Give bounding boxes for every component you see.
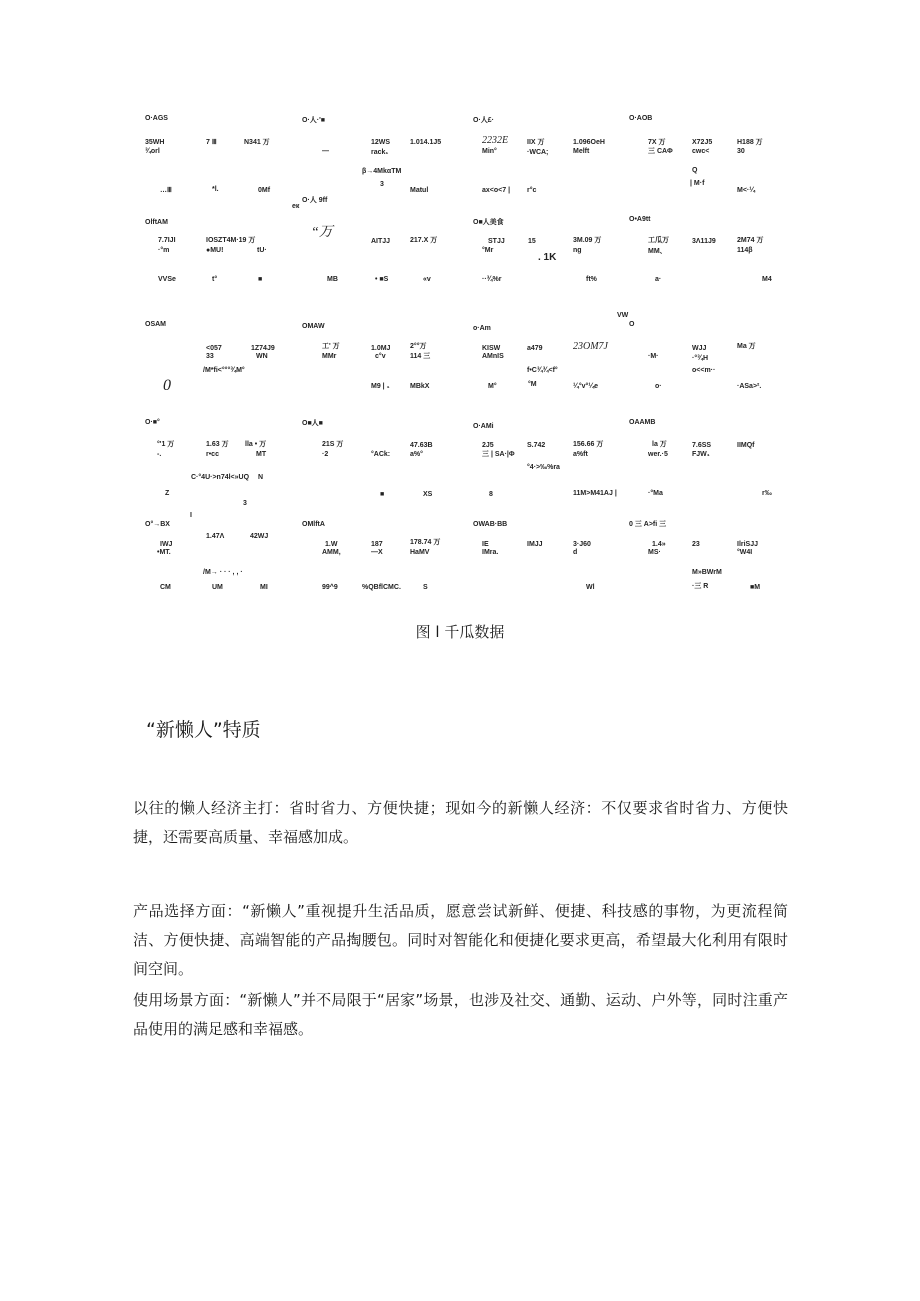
figure-text: UM xyxy=(212,584,223,591)
figure-text: Z xyxy=(165,490,170,497)
figure-text: o<<m·· xyxy=(692,367,716,374)
figure-text: IOSZT4M·19 万 xyxy=(206,237,256,244)
figure-text: Min° xyxy=(482,148,497,155)
figure-text: ·ASa>². xyxy=(737,383,762,390)
figure-text: ·M· xyxy=(648,353,659,360)
figure-text: MMr xyxy=(322,353,337,360)
figure-text: 1.W xyxy=(325,541,338,548)
figure-text: a%° xyxy=(410,451,423,458)
figure-text: ·°Ma xyxy=(648,490,663,497)
figure-text: ·WCA; xyxy=(527,149,549,156)
figure-text: 3Λ11J9 xyxy=(692,238,716,245)
figure-text: ng xyxy=(573,247,582,254)
figure-text: /M*fi<°°°¾M° xyxy=(203,367,245,374)
figure-text: O xyxy=(629,321,635,328)
figure-text: 1.63 万 xyxy=(206,441,229,448)
figure-text: I xyxy=(190,512,192,519)
figure-text: 47.63B xyxy=(410,442,433,449)
figure-text: c°v xyxy=(375,353,386,360)
figure-text: OlftAM xyxy=(145,219,168,226)
figure-text: d xyxy=(573,549,578,556)
figure-text: 2°°万 xyxy=(410,343,427,350)
figure-text: WN xyxy=(256,353,268,360)
figure-text: M»BWrM xyxy=(692,569,722,576)
figure-text: Wl xyxy=(586,584,595,591)
figure-text: ·°m xyxy=(158,247,170,254)
figure-text: o· xyxy=(655,383,662,390)
figure-text: XS xyxy=(423,491,433,498)
figure-text: ·三 R xyxy=(692,583,709,590)
figure-text: ax<o<7 | xyxy=(482,187,511,194)
figure-text: 217.X 万 xyxy=(410,237,438,244)
figure-text: °4·>‰%ra xyxy=(527,464,560,471)
figure-text: N341 万 xyxy=(244,139,270,146)
figure-text: OMlftA xyxy=(302,521,325,528)
figure-text: 2M74 万 xyxy=(737,237,764,244)
figure-text: tU· xyxy=(257,247,267,254)
figure-text: ¼°v°¼e xyxy=(573,383,599,390)
figure-text: t° xyxy=(212,276,218,283)
figure-text: OMAW xyxy=(302,323,325,330)
figure-text: O·AGS xyxy=(145,115,168,122)
figure-text: 1Z74J9 xyxy=(251,345,275,352)
figure-text: 7.7IJI xyxy=(158,237,176,244)
figure-text: %QBflCMC. xyxy=(362,584,401,591)
figure-text: 21S 万 xyxy=(322,441,344,448)
figure-text: r°c xyxy=(527,187,537,194)
figure-text: . 1K xyxy=(538,252,557,263)
figure-text: 178.74 万 xyxy=(410,539,441,546)
figure-text: -. xyxy=(157,451,162,458)
figure-text: 1.0MJ xyxy=(371,345,391,352)
figure-text: OAAMB xyxy=(629,419,656,426)
figure-text: S.742 xyxy=(527,442,546,449)
figure-text: a%ft xyxy=(573,451,588,458)
figure-text: MM、 xyxy=(648,248,667,255)
figure-text: H188 万 xyxy=(737,139,763,146)
figure-text: FJW₁ xyxy=(692,451,710,458)
figure-text: 33 xyxy=(206,353,214,360)
figure-text: 7.6SS xyxy=(692,442,712,449)
figure-text: O·人·'■ xyxy=(302,117,325,124)
figure-text: MI xyxy=(260,584,268,591)
figure-text: ·2 xyxy=(322,451,329,458)
figure-text: 0Mf xyxy=(258,187,271,194)
figure-text: “万 xyxy=(311,225,333,240)
figure-text: O·人 9ff xyxy=(302,197,328,204)
figure-text: IIX 万 xyxy=(527,139,545,146)
figure-text: O°→BX xyxy=(145,521,170,528)
section-heading: “新懒人”特质 xyxy=(146,719,261,741)
figure-text: —X xyxy=(371,549,383,556)
figure-text: STJJ xyxy=(488,238,505,245)
figure-text: AMnIS xyxy=(482,353,504,360)
paragraph-usage-scenario: 使用场景方面：“新懒人”并不局限于“居家”场景，也涉及社交、通勤、运动、户外等，同时注重产品使用的满足感和幸福感。 xyxy=(133,991,788,1038)
figure-text: 187 xyxy=(371,541,383,548)
figure-text: 3 xyxy=(243,500,247,507)
figure-text: MT xyxy=(256,451,267,458)
figure-text: O·■° xyxy=(145,419,160,426)
figure-text: 三 | SA·|Φ xyxy=(482,451,515,458)
figure-text: ■M xyxy=(750,584,761,591)
figure-text: lla • 万 xyxy=(245,441,267,448)
figure-text: f•C¾¾<f° xyxy=(527,367,558,374)
figure-text: ■ xyxy=(258,276,263,283)
figure-text: 1.4» xyxy=(652,541,666,548)
figure-text: r•cc xyxy=(206,451,219,458)
figure-text: 1.47Λ xyxy=(206,533,225,540)
figure-text: 114 三 xyxy=(410,353,431,360)
figure-text: 23 xyxy=(692,541,700,548)
figure-text: «v xyxy=(423,276,431,283)
figure-text: la 万 xyxy=(652,441,667,448)
figure-text: 42WJ xyxy=(250,533,269,540)
figure-text: ft% xyxy=(586,276,597,283)
figure-text: O·AMi xyxy=(473,423,494,430)
figure-text: KISW xyxy=(482,345,501,352)
figure-text: IWJ xyxy=(160,541,173,548)
figure-text: °W4I xyxy=(737,549,753,556)
figure-text: C·°4U·>n74l<»UQ xyxy=(191,474,250,481)
figure-text: 三 CAΦ xyxy=(648,148,673,155)
figure-text: 3·J60 xyxy=(573,541,591,548)
figure-text: M<·¼ xyxy=(737,187,756,194)
figure-text: 1.096OeH xyxy=(573,139,605,146)
figure-text: VVSe xyxy=(158,276,176,283)
figure-text: O■人■ xyxy=(302,420,323,427)
figure-text: N xyxy=(258,474,264,481)
figure-text: O·人£· xyxy=(473,117,494,124)
figure-text: | M·f xyxy=(690,180,705,187)
figure-text: M9 | ₁ xyxy=(371,383,390,390)
paragraph-intro: 以往的懒人经济主打：省时省力、方便快捷；现如今的新懒人经济：不仅要求省时省力、方便快捷，还需要高质量、幸福感加成。 xyxy=(133,799,788,846)
figure-text: *l. xyxy=(212,186,219,193)
figure-text: 35WH xyxy=(145,139,165,146)
figure-text: 7 Ⅲ xyxy=(206,139,217,146)
figure-text: AITJJ xyxy=(371,238,391,245)
figure-text: AMM, xyxy=(322,549,341,556)
figure-text: WJJ xyxy=(692,345,707,352)
figure-text: Q xyxy=(692,167,698,174)
figure-text: O•A9tt xyxy=(629,216,651,223)
figure-text: ··¾%r xyxy=(482,276,502,283)
figure-text: S xyxy=(423,584,428,591)
figure-text: OSAM xyxy=(145,321,166,328)
figure-text: O■人美食 xyxy=(473,219,504,226)
figure-text: 23OM7J xyxy=(573,341,608,352)
figure-text: 3 xyxy=(380,181,384,188)
figure-text: IMra. xyxy=(482,549,499,556)
figure-text: 99^9 xyxy=(322,584,338,591)
figure-text: •MT. xyxy=(157,549,171,556)
figure-text: <057 xyxy=(206,345,222,352)
figure-text: 156.66 万 xyxy=(573,441,604,448)
figure-text: Melft xyxy=(573,148,590,155)
figure-text: ·°¾H xyxy=(692,355,709,362)
figure-text: IE xyxy=(482,541,489,548)
figure-text: MB xyxy=(327,276,338,283)
figure-text: cwc< xyxy=(692,148,710,155)
figure-text: β→4MkαTM xyxy=(362,168,402,175)
figure-text: HaMV xyxy=(410,549,430,556)
figure-text: 15 xyxy=(528,238,536,245)
figure-text: a479 xyxy=(527,345,543,352)
figure-text: o·Am xyxy=(473,325,491,332)
figure-text: ■ xyxy=(380,491,385,498)
figure-text: X72J5 xyxy=(692,139,713,146)
figure-text: IMJJ xyxy=(527,541,543,548)
figure-text: …Ⅲ xyxy=(160,187,172,194)
figure-text: MBkX xyxy=(410,383,430,390)
figure-text: 11M>M41AJ | xyxy=(573,490,617,497)
paragraph-product-choice: 产品选择方面：“新懒人”重视提升生活品质，愿意尝试新鲜、便捷、科技感的事物，为更流程简洁、方便快捷、高端智能的产品掏腰包。同时对智能化和便捷化要求更高，希望最大化利用有限时间空间。 xyxy=(133,902,788,978)
figure-text: 7X 万 xyxy=(648,139,666,146)
figure-text: 0 三 A>fi 三 xyxy=(629,521,667,528)
figure-text: M° xyxy=(488,383,497,390)
figure-text: wer.·5 xyxy=(648,451,668,458)
figure-text: MS· xyxy=(648,549,661,556)
figure-text: VW xyxy=(617,312,629,319)
figure-text: ¾orl xyxy=(145,148,160,155)
figure-text: 工' 万 xyxy=(322,343,340,350)
figure-text: 30 xyxy=(737,148,745,155)
figure-text: Ma 万 xyxy=(737,343,756,350)
figure-text: 1.014.1J5 xyxy=(410,139,442,146)
figure-text: /M→ · · · , , · xyxy=(203,569,243,576)
figure-text: eк xyxy=(292,203,300,210)
figure-text: rack₁ xyxy=(371,149,389,156)
figure-text: — xyxy=(322,148,329,155)
figure-text: 12WS xyxy=(371,139,391,146)
figure-text: r‰ xyxy=(762,490,772,497)
figure-text: IIMQf xyxy=(737,442,755,449)
figure-text: Matul xyxy=(410,187,429,194)
figure-text: O·AOB xyxy=(629,115,653,122)
figure-text: °Mr xyxy=(482,247,494,254)
figure-text: a· xyxy=(655,276,662,283)
figure-text: M4 xyxy=(762,276,772,283)
figure-text: 114β xyxy=(737,247,753,254)
figure-text: ●MU! xyxy=(206,247,224,254)
figure-text: 0 xyxy=(163,377,171,394)
figure-text: °M xyxy=(528,381,537,388)
figure-text: 2J5 xyxy=(482,442,494,449)
figure-text: 8 xyxy=(489,491,493,498)
figure-text: 2232E xyxy=(482,135,509,146)
figure-text: • ■S xyxy=(375,276,389,283)
figure-text: IlriSJJ xyxy=(737,541,759,548)
figure-text: °ACk: xyxy=(371,451,391,458)
figure-text: OWAB·BB xyxy=(473,521,508,528)
figure-text: °'1 万 xyxy=(157,441,175,448)
figure-text: CM xyxy=(160,584,171,591)
figure-caption: 图 l 千瓜数据 xyxy=(415,623,505,641)
figure-text: 3M.09 万 xyxy=(573,237,602,244)
figure-text: 工瓜万 xyxy=(648,237,669,244)
